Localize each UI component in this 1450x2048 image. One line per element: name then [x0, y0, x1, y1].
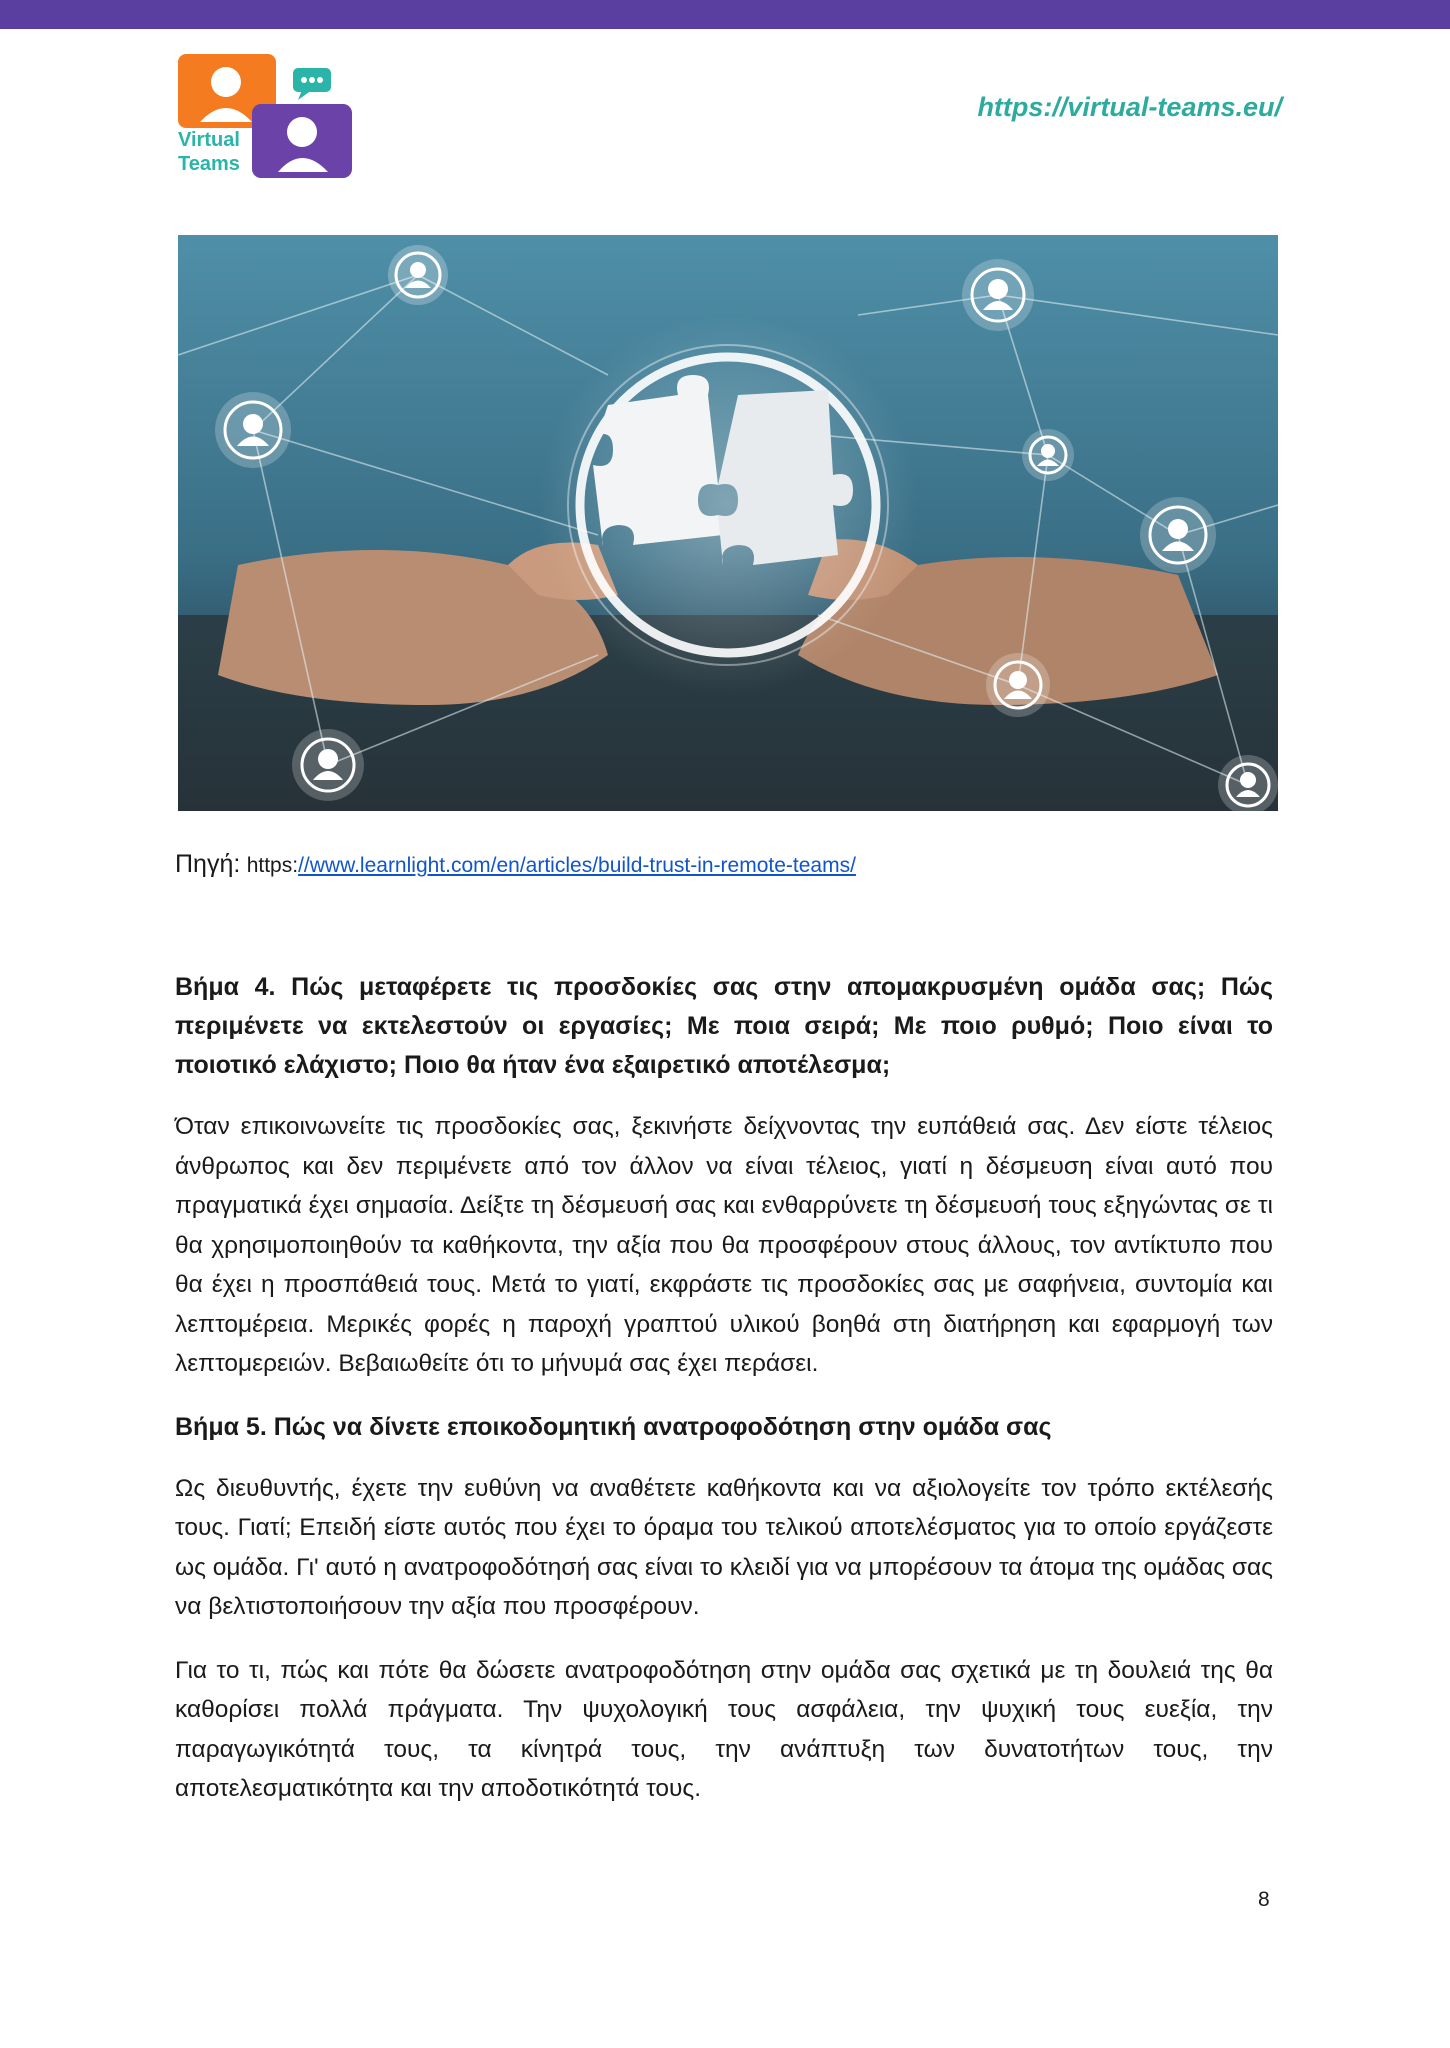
step4-paragraph: Όταν επικοινωνείτε τις προσδοκίες σας, ξεκινήστε δείχνοντας την ευπάθειά σας. Δεν είστε τέλειος άνθρωπος και δεν περιμένετε από τον άλλον να είναι τέλειος, γιατί η δέσμευση είναι αυτό που πραγματικά έχει σημασία. Δείξτε τη δέσμευσή σας και ενθαρρύνετε τη δέσμευσή τους εξηγώντας σε τι θα χρησιμοποιηθούν τα καθήκοντα, την αξία που θα προσφέρουν στους άλλους, τον αντίκτυπο που θα έχει η προσπάθειά τους. Μετά το γιατί, εκφράστε τις προσδοκίες σας με σαφήνεια, συντομία και λεπτομέρεια. Μερικές φορές η παροχή γραπτού υλικού βοηθά στη διατήρηση και εφαρμογή των λεπτομερειών. Βεβαιωθείτε ότι το μήνυμά σας έχει περάσει.: [175, 1113, 1273, 1377]
step5-heading: Βήμα 5. Πώς να δίνετε εποικοδομητική ανατροφοδότηση στην ομάδα σας: [175, 1412, 1052, 1441]
source-prefix: https:: [246, 854, 299, 877]
logo-text-teams: Teams: [178, 153, 240, 175]
hero-image: [178, 235, 1278, 811]
step5-paragraph-1: Ως διευθυντής, έχετε την ευθύνη να αναθέτετε καθήκοντα και να αξιολογείτε τον τρόπο εκτέλεσής τους. Γιατί; Επειδή είστε αυτός που έχει το όραμα του τελικού αποτελέσματος για το οποίο εργάζεστε ως ομάδα. Γι' αυτό η ανατροφοδότησή σας είναι το κλειδί για να μπορέσουν τα άτομα της ομάδας σας να βελτιστοποιήσουν την αξία που προσφέρουν.: [175, 1474, 1273, 1620]
virtual-teams-logo: [178, 54, 356, 178]
network-puzzle-illustration: [178, 235, 1278, 811]
image-source-caption: [175, 850, 856, 879]
step4-heading: Βήμα 4. Πώς μεταφέρετε τις προσδοκίες σας στην απομακρυσμένη ομάδα σας; Πώς περιμένετε να εκτελεστούν οι εργασίες; Με ποια σειρά; Με ποιο ρυθμό; Ποιο είναι το ποιοτικό ελάχιστο; Ποιο θα ήταν ένα εξαιρετικό αποτέλεσμα;: [175, 973, 1273, 1079]
step5-paragraph-2: Για το τι, πώς και πότε θα δώσετε ανατροφοδότηση στην ομάδα σας σχετικά με τη δουλειά της θα καθορίσει πολλά πράγματα. Την ψυχολογική τους ασφάλεια, την ψυχική τους ευεξία, την παραγωγικότητά τους, τα κίνητρά τους, την ανάπτυξη των δυνατοτήτων τους, την αποτελεσματικότητα και την αποδοτικότητά τους.: [175, 1656, 1273, 1802]
source-label: Πηγή:: [175, 850, 241, 878]
page-number: 8: [1258, 1888, 1270, 1911]
source-link[interactable]: //www.learnlight.com/en/articles/build-trust-in-remote-teams/: [298, 854, 856, 877]
top-accent-bar: [0, 0, 1450, 29]
logo-text-virtual: Virtual: [178, 129, 240, 151]
main-content: [175, 968, 1273, 1833]
header-site-url[interactable]: https://virtual-teams.eu/: [977, 92, 1282, 122]
